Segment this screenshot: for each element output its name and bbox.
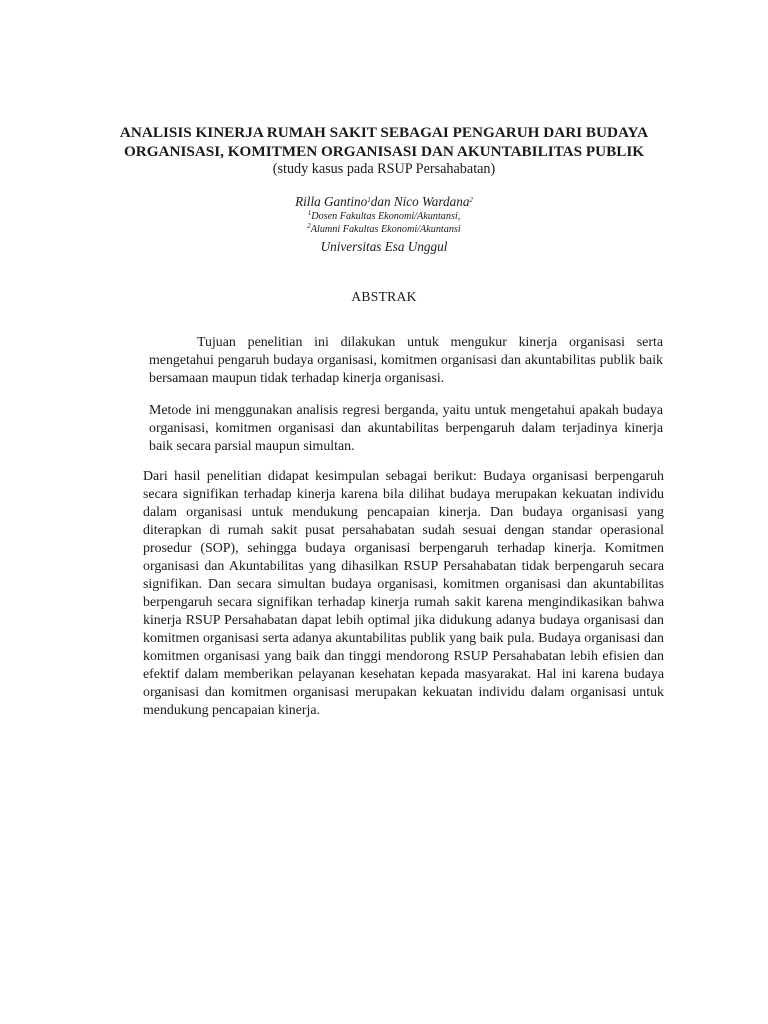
paper-title-line-2: ORGANISASI, KOMITMEN ORGANISASI DAN AKUNTABILITAS PUBLIK bbox=[123, 143, 645, 160]
abstract-paragraph-1: Tujuan penelitian ini dilakukan untuk mengukur kinerja organisasi serta mengetahui pengaruh budaya organisasi, komitmen organisasi dan akuntabilitas publik baik bersamaan maupun tidak terhadap kinerja organisasi. bbox=[149, 335, 663, 386]
paper-subtitle: (study kasus pada RSUP Persahabatan) bbox=[272, 161, 496, 177]
paper-title-line-1: ANALISIS KINERJA RUMAH SAKIT SEBAGAI PENGARUH DARI BUDAYA bbox=[119, 124, 649, 141]
paper-title bbox=[100, 123, 668, 161]
author-2-name: Nico Wardana bbox=[393, 194, 470, 209]
affiliation-2-text: Alumni Fakultas Ekonomi/Akuntansi bbox=[310, 224, 461, 235]
university-name: Universitas Esa Unggul bbox=[320, 239, 448, 254]
author-2-superscript: 2 bbox=[469, 196, 473, 204]
affiliation-1-superscript: 1 bbox=[307, 209, 312, 217]
abstract-heading: ABSTRAK bbox=[351, 289, 417, 304]
affiliation-1 bbox=[100, 211, 668, 223]
author-line bbox=[100, 194, 668, 210]
affiliation-2 bbox=[100, 224, 668, 236]
author-connector: dan bbox=[370, 194, 394, 209]
author-1-name: Rilla Gantino bbox=[295, 194, 368, 209]
affiliation-2-superscript: 2 bbox=[307, 222, 311, 230]
affiliation-1-text: Dosen Fakultas Ekonomi/Akuntansi, bbox=[311, 211, 461, 222]
abstract-paragraph-3: Dari hasil penelitian didapat kesimpulan sebagai berikut: Budaya organisasi berpengaruh secara signifikan terhadap kinerja karena bila dilihat budaya merupakan kekuatan individu dalam organisasi untuk mendukung pencapaian kinerja. Dan budaya organisasi yang diterapkan di rumah sakit pusat persahabatan sudah sesuai dengan standar operasional prosedur (SOP), sehingga budaya organisasi berpengaruh terhadap kinerja. Komitmen organisasi dan Akuntabilitas yang dihasilkan RSUP Persahabatan tidak berpengaruh secara signifikan. Dan secara simultan budaya organisasi, komitmen organisasi dan akuntabilitas berpengaruh secara signifikan terhadap kinerja rumah sakit karena mengindikasikan bahwa kinerja RSUP Persahabatan dapat lebih optimal jika didukung adanya budaya organisasi dan komitmen organisasi serta adanya akuntabilitas publik yang baik pula. Budaya organisasi dan komitmen organisasi yang baik dan tinggi mendorong RSUP Persahabatan lebih efisien dan efektif dalam memberikan pelayanan kesehatan kepada masyarakat. Hal ini karena budaya organisasi dan komitmen organisasi merupakan kekuatan individu dalam organisasi untuk mendukung pencapaian kinerja. bbox=[143, 469, 664, 718]
author-1-superscript: 1 bbox=[367, 196, 371, 204]
abstract-paragraph-2: Metode ini menggunakan analisis regresi berganda, yaitu untuk mengetahui apakah budaya organisasi, komitmen organisasi dan akuntabilitas berpengaruh dalam terjadinya kinerja baik secara parsial maupun simultan. bbox=[149, 403, 663, 454]
